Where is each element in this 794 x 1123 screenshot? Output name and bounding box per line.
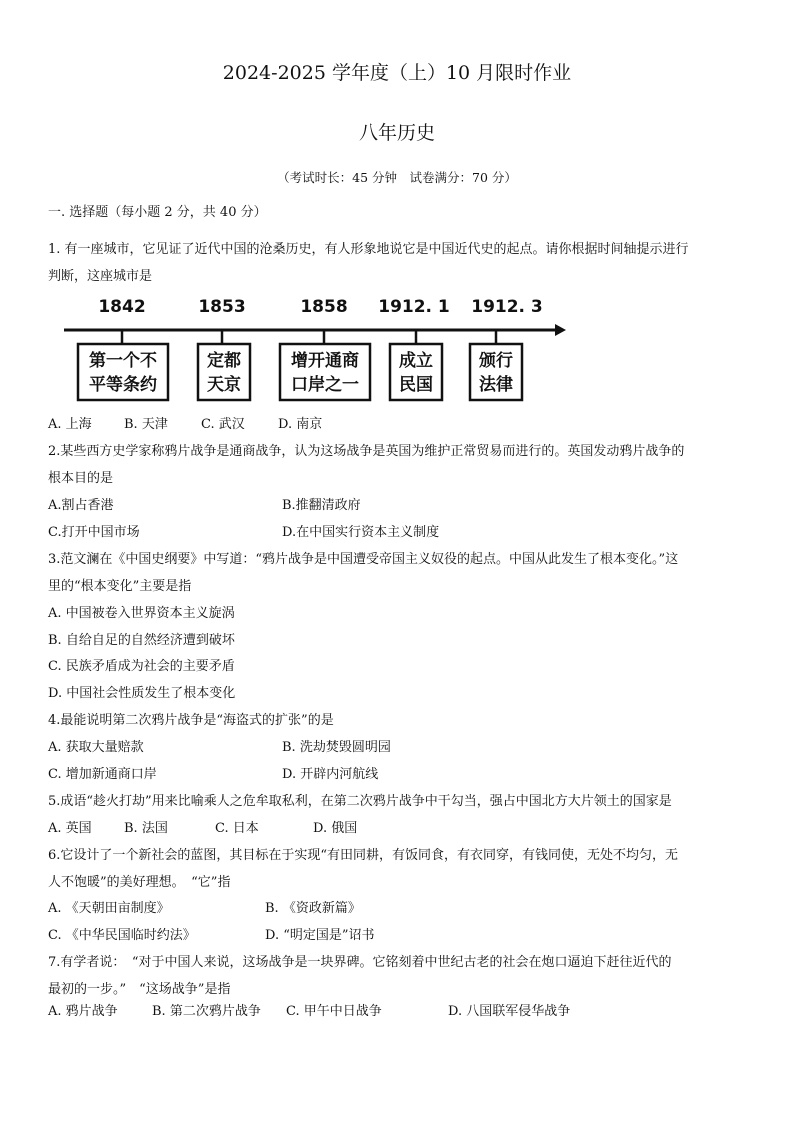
exam-note: （考试时长：45 分钟 试卷满分：70 分）	[277, 170, 517, 185]
q4-stem-line1: 4.最能说明第二次鸦片战争是“海盗式的扩张”的是	[48, 713, 334, 728]
page-title: 2024-2025 学年度（上）10 月限时作业	[222, 62, 572, 84]
q5-option-b[interactable]: B. 法国	[124, 821, 168, 836]
q3-option-d[interactable]: D. 中国社会性质发生了根本变化	[48, 686, 236, 701]
q2-option-a[interactable]: A.割占香港	[48, 498, 114, 513]
q6-option-d[interactable]: D. “明定国是”诏书	[265, 928, 375, 943]
q7-option-c[interactable]: C. 甲午中日战争	[286, 1004, 382, 1019]
svg-text:口岸之一: 口岸之一	[291, 375, 359, 395]
q5-option-d[interactable]: D. 俄国	[313, 821, 358, 836]
svg-text:成立: 成立	[399, 351, 433, 371]
timeline-event-box	[198, 344, 250, 400]
q2-option-c[interactable]: C.打开中国市场	[48, 525, 140, 540]
q5-option-c[interactable]: C. 日本	[215, 821, 259, 836]
timeline-year: 1912. 1	[378, 297, 450, 317]
subject-title: 八年历史	[358, 122, 435, 144]
timeline-event-box	[280, 344, 370, 400]
q5-option-a[interactable]: A. 英国	[48, 821, 92, 836]
q1-stem-line2: 判断，这座城市是	[48, 269, 153, 284]
timeline-event-box	[470, 344, 522, 400]
svg-text:平等条约: 平等条约	[89, 375, 157, 395]
q1-option-a[interactable]: A. 上海	[48, 417, 92, 432]
timeline-year: 1912. 3	[471, 297, 543, 317]
q3-option-c[interactable]: C. 民族矛盾成为社会的主要矛盾	[48, 659, 235, 674]
timeline-year: 1853	[198, 297, 246, 317]
section-heading: 一. 选择题（每小题 2 分，共 40 分）	[48, 205, 267, 220]
svg-text:天京: 天京	[207, 375, 241, 395]
q7-option-a[interactable]: A. 鸦片战争	[48, 1004, 118, 1019]
timeline-arrow	[555, 324, 566, 336]
q7-stem-line1: 7.有学者说： “对于中国人来说，这场战争是一块界碑。它铭刻着中世纪古老的社会在炮口逼迫下赶往近代的	[48, 955, 672, 970]
timeline-year: 1858	[300, 297, 348, 317]
q7-option-b[interactable]: B. 第二次鸦片战争	[152, 1004, 261, 1019]
q2-option-d[interactable]: D.在中国实行资本主义制度	[282, 525, 440, 540]
q3-option-a[interactable]: A. 中国被卷入世界资本主义旋涡	[48, 606, 235, 621]
timeline-year: 1842	[98, 297, 146, 317]
q1-stem-line1: 1. 有一座城市，它见证了近代中国的沧桑历史，有人形象地说它是中国近代史的起点。请你根据时间轴提示进行	[48, 242, 689, 257]
q1-option-c[interactable]: C. 武汉	[201, 417, 245, 432]
q6-stem-line1: 6.它设计了一个新社会的蓝图，其目标在于实现“有田同耕，有饭同食，有衣同穿，有钱同使，无处不均匀，无	[48, 848, 679, 863]
q7-stem-line2: 最初的一步。” “这场战争”是指	[48, 982, 231, 997]
timeline-event-box	[78, 344, 168, 400]
q4-option-b[interactable]: B. 洗劫焚毁圆明园	[282, 740, 391, 755]
q3-stem-line1: 3.范文澜在《中国史纲要》中写道：“鸦片战争是中国遭受帝国主义奴役的起点。中国从此发生了根本变化。”这	[48, 552, 679, 567]
q2-option-b[interactable]: B.推翻清政府	[282, 498, 361, 513]
svg-text:颁行: 颁行	[479, 351, 513, 371]
q6-stem-line2: 人不饱暖”的美好理想。 “它”指	[48, 875, 231, 890]
q6-option-c[interactable]: C. 《中华民国临时约法》	[48, 928, 196, 943]
svg-text:第一个不: 第一个不	[89, 351, 157, 371]
svg-text:增开通商: 增开通商	[291, 351, 359, 371]
q4-option-d[interactable]: D. 开辟内河航线	[282, 767, 379, 782]
q3-stem-line2: 里的“根本变化”主要是指	[48, 579, 192, 594]
svg-text:定都: 定都	[207, 351, 241, 371]
timeline-event-box	[390, 344, 442, 400]
q4-option-c[interactable]: C. 增加新通商口岸	[48, 767, 157, 782]
q2-stem-line2: 根本目的是	[48, 471, 114, 486]
svg-text:民国: 民国	[399, 375, 433, 395]
q2-stem-line1: 2.某些西方史学家称鸦片战争是通商战争，认为这场战争是英国为维护正常贸易而进行的。英国发动鸦片战争的	[48, 444, 685, 459]
q7-option-d[interactable]: D. 八国联军侵华战争	[448, 1004, 571, 1019]
q1-timeline	[60, 288, 570, 408]
q3-option-b[interactable]: B. 自给自足的自然经济遭到破坏	[48, 633, 235, 648]
q1-option-b[interactable]: B. 天津	[124, 417, 168, 432]
q6-option-b[interactable]: B. 《资政新篇》	[265, 901, 361, 916]
q4-option-a[interactable]: A. 获取大量赔款	[48, 740, 144, 755]
q5-stem-line1: 5.成语“趁火打劫”用来比喻乘人之危牟取私利，在第二次鸦片战争中干勾当，强占中国北方大片领土的国家是	[48, 794, 672, 809]
q6-option-a[interactable]: A. 《天朝田亩制度》	[48, 901, 170, 916]
svg-text:法律: 法律	[479, 375, 513, 395]
q1-option-d[interactable]: D. 南京	[278, 417, 323, 432]
